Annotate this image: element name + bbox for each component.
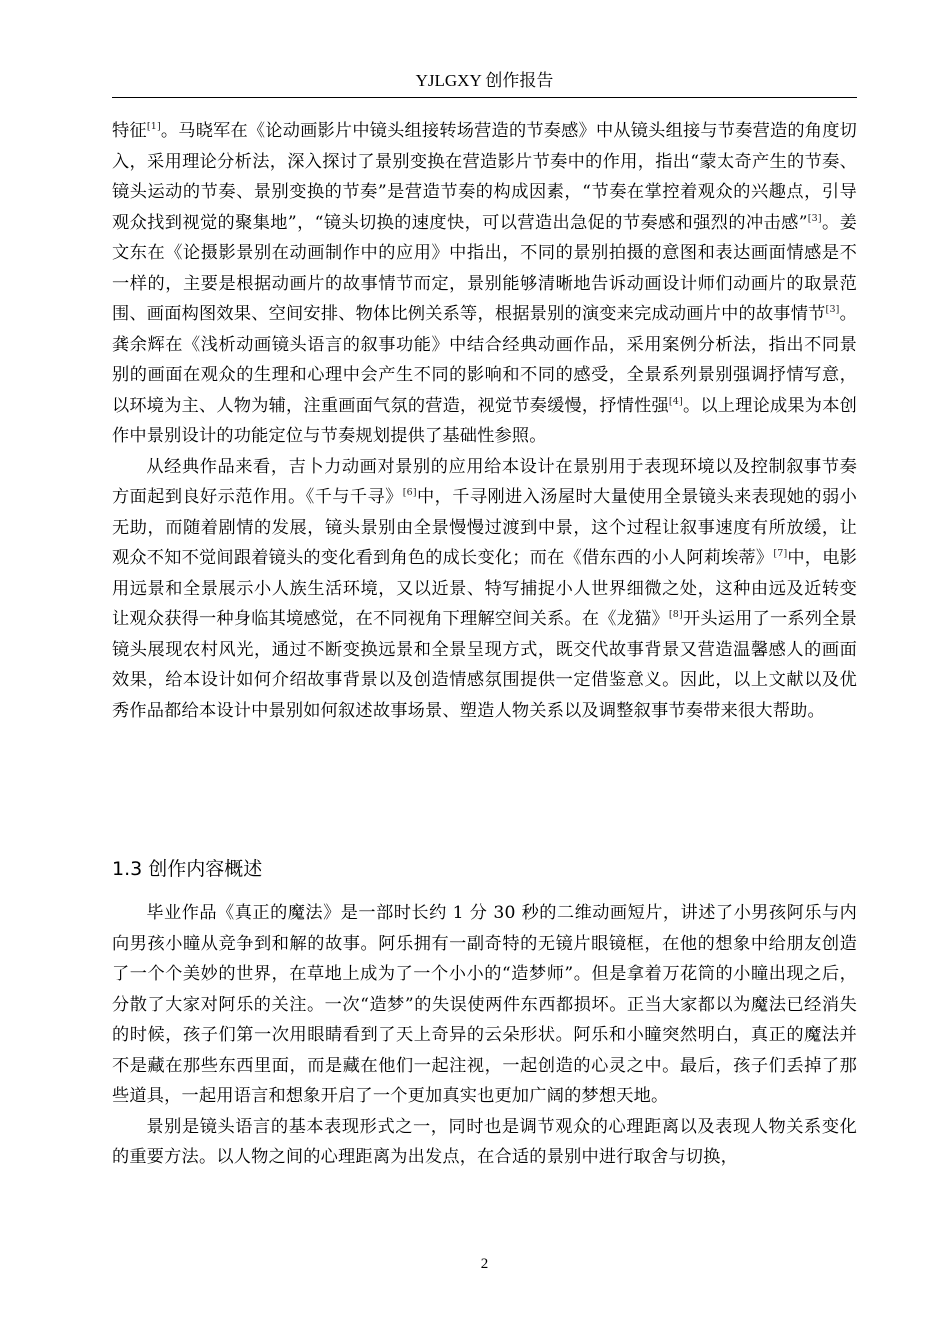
header-divider bbox=[112, 97, 857, 98]
citation-8: [8] bbox=[668, 609, 683, 620]
body-upper bbox=[112, 116, 857, 726]
paragraph-2-text-4: 开头运用了一系列全景镜头展现农村风光，通过不断变换远景和全景呈现方式，既交代故事背景又营造温馨感人的画面效果，给本设计如何介绍故事背景以及创造情感氛围提供一定借鉴意义。因此，以上文献以及优秀作品都给本设计中景别如何叙述故事场景、塑造人物关系以及调整叙事节奏带来很大帮助。 bbox=[112, 609, 857, 721]
paragraph-2-text-2: 中，千寻刚进入汤屋时大量使用全景镜头来表现她的弱小无助，而随着剧情的发展，镜头景别由全景慢慢过渡到中景，这个过程让叙事速度有所放缓，让观众不知不觉间跟着镜头的变化看到角色的成长变化；而在《借东西的小人阿莉埃蒂》 bbox=[112, 487, 857, 568]
paragraph-2-text-1: 从经典作品来看，吉卜力动画对景别的应用给本设计在景别用于表现环境以及控制叙事节奏方面起到良好示范作用。《千与千寻》 bbox=[112, 456, 857, 507]
paragraph-1-text-5: 。以上理论成果为本创作中景别设计的功能定位与节奏规划提供了基础性参照。 bbox=[112, 395, 857, 446]
paragraph-2-text-3: 中，电影用远景和全景展示小人族生活环境，又以近景、特写捕捉小人世界细微之处，这种由远及近转变让观众获得一种身临其境感觉，在不同视角下理解空间关系。在《龙猫》 bbox=[112, 548, 857, 629]
paragraph-1 bbox=[112, 116, 857, 452]
paragraph-4: 景别是镜头语言的基本表现形式之一，同时也是调节观众的心理距离以及表现人物关系变化的重要方法。以人物之间的心理距离为出发点，在合适的景别中进行取舍与切换， bbox=[112, 1116, 857, 1167]
paragraph-1-text-2: 。马晓军在《论动画影片中镜头组接转场营造的节奏感》中从镜头组接与节奏营造的角度切入，采用理论分析法，深入探讨了景别变换在营造影片节奏中的作用，指出“蒙太奇产生的节奏、镜头运动的节奏、景别变换的节奏”是营造节奏的构成因素，“节奏在掌控着观众的兴趣点，引导观众找到视觉的聚集地”，“镜头切换的速度快，可以营造出急促的节奏感和强烈的冲击感” bbox=[112, 121, 857, 233]
citation-3: [3] bbox=[807, 212, 822, 224]
paragraph-2 bbox=[112, 452, 857, 727]
citation-4: [4] bbox=[668, 395, 683, 407]
citation-1: [1] bbox=[146, 121, 161, 132]
citation-7: [7] bbox=[773, 548, 788, 559]
section-heading: 1.3 创作内容概述 bbox=[112, 858, 263, 880]
citation-3b: [3] bbox=[825, 304, 840, 315]
paragraph-1-text-4: 。龚余辉在《浅析动画镜头语言的叙事功能》中结合经典动画作品，采用案例分析法，指出不同景别的画面在观众的生理和心理中会产生不同的影响和不同的感受，全景系列景别强调抒情写意，以环境为主、人物为辅，注重画面气氛的营造，视觉节奏缓慢，抒情性强 bbox=[112, 304, 857, 416]
body-lower bbox=[112, 898, 857, 1173]
paragraph-1-text-1: 特征 bbox=[112, 121, 147, 141]
paragraph-3: 毕业作品《真正的魔法》是一部时长约 1 分 30 秒的二维动画短片，讲述了小男孩阿乐与内向男孩小瞳从竞争到和解的故事。阿乐拥有一副奇特的无镜片眼镜框，在他的想象中给朋友创造了一个个美妙的世界，在草地上成为了一个小小的“造梦师”。但是拿着万花筒的小瞳出现之后，分散了大家对阿乐的关注。一次“造梦”的失误使两件东西都损坏。正当大家都以为魔法已经消失的时候，孩子们第一次用眼睛看到了天上奇异的云朵形状。阿乐和小瞳突然明白，真正的魔法并不是藏在那些东西里面，而是藏在他们一起注视，一起创造的心灵之中。最后，孩子们丢掉了那些道具，一起用语言和想象开启了一个更加真实也更加广阔的梦想天地。 bbox=[112, 903, 857, 1106]
running-header: YJLGXY 创作报告 bbox=[415, 71, 554, 90]
paragraph-1-text-3: 。姜文东在《论摄影景别在动画制作中的应用》中指出，不同的景别拍摄的意图和表达画面情感是不一样的，主要是根据动画片的故事情节而定，景别能够清晰地告诉动画设计师们动画片的取景范围、画面构图效果、空间安排、物体比例关系等，根据景别的演变来完成动画片中的故事情节 bbox=[112, 212, 857, 324]
citation-6: [6] bbox=[402, 487, 417, 498]
page-number: 2 bbox=[480, 1256, 489, 1272]
